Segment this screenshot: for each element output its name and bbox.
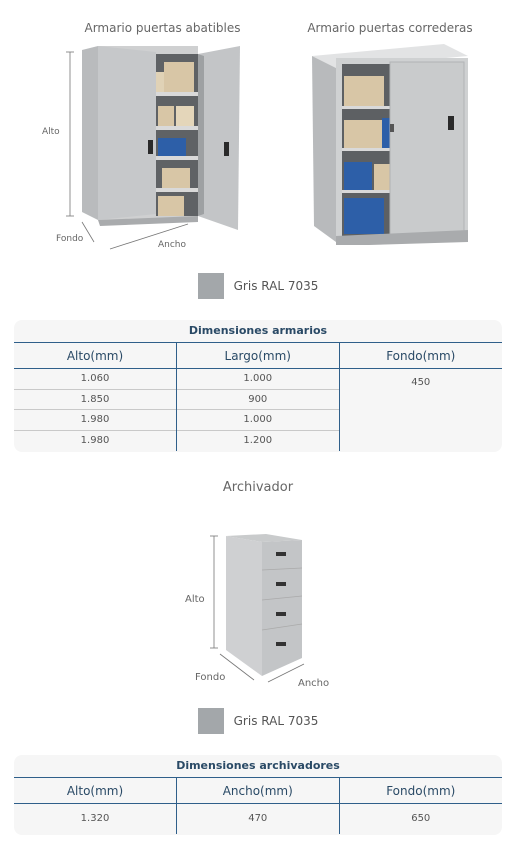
header-fondo: Fondo(mm)	[339, 778, 502, 804]
sliding-door-cabinet-image	[308, 40, 473, 245]
filing-cabinet-image	[196, 530, 336, 690]
header-alto: Alto(mm)	[14, 778, 177, 804]
header-alto: Alto(mm)	[14, 343, 177, 369]
filer-ancho-label: Ancho	[298, 678, 330, 689]
swing-cabinet-title: Armario puertas abatibles	[84, 21, 241, 35]
cell-ancho: 470	[177, 804, 340, 834]
cabinet-dimensions-title: Dimensiones armarios	[188, 324, 328, 337]
cell-largo: 1.200	[177, 430, 340, 451]
color-swatch-label: Gris RAL 7035	[233, 714, 319, 728]
cell-fondo: 650	[411, 813, 431, 825]
cell-largo: 900	[177, 389, 340, 410]
cell-fondo: 450	[411, 377, 431, 388]
color-swatch-row-2	[0, 708, 516, 734]
color-swatch-label: Gris RAL 7035	[233, 279, 319, 293]
cell-alto: 1.980	[14, 410, 177, 431]
swing-alto-label: Alto	[42, 127, 60, 137]
cell-alto: 1.060	[14, 369, 177, 390]
swing-ancho-label: Ancho	[158, 240, 187, 250]
color-swatch-row	[0, 273, 516, 299]
cell-alto: 1.850	[14, 389, 177, 410]
swing-door-cabinet-image	[60, 44, 260, 254]
filer-dimensions-table-card	[14, 755, 502, 835]
cell-alto: 1.320	[14, 804, 177, 834]
sliding-cabinet-title: Armario puertas correderas	[307, 21, 473, 35]
filer-fondo-label: Fondo	[195, 672, 226, 683]
cabinet-dimensions-table-card	[14, 320, 502, 452]
filer-alto-label: Alto	[185, 594, 205, 605]
cell-largo: 1.000	[177, 410, 340, 431]
filer-dimensions-title: Dimensiones archivadores	[176, 759, 340, 772]
filer-dimensions-table	[14, 777, 502, 834]
color-swatch	[198, 708, 224, 734]
table-row	[14, 804, 502, 834]
color-swatch	[198, 273, 224, 299]
cell-largo: 1.000	[177, 369, 340, 390]
cell-alto: 1.980	[14, 430, 177, 451]
filer-title: Archivador	[222, 480, 294, 495]
header-largo: Largo(mm)	[177, 343, 340, 369]
header-ancho: Ancho(mm)	[177, 778, 340, 804]
table-row	[14, 369, 502, 390]
swing-fondo-label: Fondo	[56, 234, 84, 244]
cabinet-dimensions-table	[14, 342, 502, 451]
header-fondo: Fondo(mm)	[339, 343, 502, 369]
